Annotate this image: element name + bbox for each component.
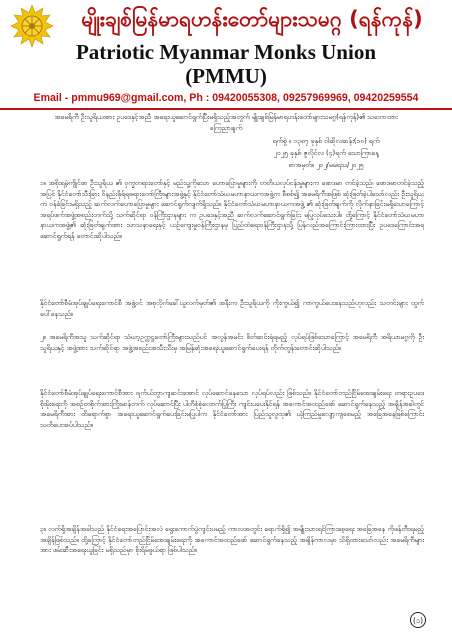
page-number: (၁) (410, 612, 426, 628)
org-name-burmese: မျိုးချစ်မြန်မာရဟန်းတော်များသမဂ္ဂ (ရန်ကုန်) (81, 7, 423, 31)
org-name-english: Patriotic Myanmar Monks Union (75, 40, 377, 64)
paragraph-5: ၃။ လက်ရှိအချိန်အခါသည် နိုင်ငံရေးအပြောင်းအလဲ ရွေးကောက်ပွဲကျင်းပမည့် ကာလအတွင်း ရောက်ရှိ၍ အမျိုးသားရင်ကြားစေ့ရေး အခြေအနေ ကိုဖန်တီးရမည့် အချိန်ဖြစ်သည်။ ထို့ကြောင့် နိုင်ငံတော်တည်ငြိမ်အေးချမ်းရေးကို အကောင်အထည်ဖော် ဆောင်ရွက်နေသည့် အချိန်ကာလမှာ သိရှိထားသော်လည်း အမေရိကီများအား ဖမ်းဆီးအရေးယူခြင်း မရှိသည်မှာ စိုးရိမ်ဖွယ်ရာ ဖြစ်ပါသည်။ (40, 525, 424, 555)
paragraph-4: နိုင်ငံတော်စီမံအုပ်ချုပ်ရေးကောင်စီအား ၀ုက်ယ်ဘွာကျဆင်းအောင် လုပ်ဆောင်နေသော လုပ်ရပ်လည်း ဖြစ်သည်။ နိုင်ငံတော်တည်ငြိမ်အေးချမ်းရေး တရားဥပဒေစိုးမိုးရေးကို အစဉ်တစိုက်အားကြိုးမာန်တက် လုပ်ဆောင်ပြီး ပါတီစုံစုံလောက်ပြုကြီး ကျင်းပပေးနိုင်ရန် အကောင်အထည်ဖော် ဆောင်ရွက်နေသည့် အချိန်အခါတွင် အမေရိကီအား ထိရောက်စွာ အရေးယူဆောင်ရွက်ပေးခြင်းမပြုပါက နိုင်ငံတော်အား ပြည်သူလူထု၏ ယုံကြည်မှုလျော့ကျစေမည့် အခြေအနေဖြစ်ကြောင်း သတိပေးအပ်ပါသည်။ (40, 389, 424, 429)
reference-number: စာအမှတ်။ ၂၀၂/မမရသ/၂၀၂၅ (288, 161, 364, 169)
paragraph-1: ၁။ အစိုးရမဲ့ကျိုင်ဖာ ဦးသူရိယ ၏ ဝှက္ခတရားတော်နှင့် မည်သူ့ကိုသော ဟောပြောမှုများကို တတိယလုပ်ငန်းမှုများက ဖောဒမာ တင်ခဲ့သည်၊ ဖောဒမာတင်ခဲ့သည့်အပြင် နိုင်ငံတော်သီးခြား ဝိနည်းဖိုရ်ရဓရားတော်ကြီးများအဖွဲ့နှင့် နိုင်ငံတော်သံဃမဟာနာယကအဖွဲ့က စီစစ်၍ အမေရိကီအဖြစ် ဆုံးဖြတ်ခဲ့ပါသော်လည်း ဦးသူရိယ က ဝန်ခံခြင်းမရှိသည့် ဆက်လက်ဟောပြောမှုများ ဆောင်ရွက်လျက်ရှိသည်။ နိုင်ငံတော်သံဃမဟာနာယကအဖွဲ့ ၏ ဆုံးဖြတ်ချက်ကို လိုက်နာခြင်းမရှိသောကြောင့် အရပ်ဖက်အဖွဲ့အစည်းတက်သို့ သက်ဆိုင်ရာ ဝန်ကြီးဌာနများ က ဥပဒေနှင့်အညီ ဆက်လက်ဆောင်ရွက်ခြင်း မပြုလုပ်သေးပါ။ ထို့ကြောင့် နိုင်ငံတော်သံဃမဟာနာယကအဖွဲ့၏ ဆုံးဖြတ်ချက်အား သာသနာရေးနှင့် ယဉ်ကျေးမှုဝန်ကြီးဌာနမှ ပြည်ထဲရေးဝန်ကြီးဌာနသို့ ပြန်လည်အကြောင်းကြားထားပြီး ဥပဒေကြောင်းအရ ဆောင်ရွက်ရန် တောင်းဆိုပါသည်။ (40, 179, 424, 240)
date-gregorian: ၂၀၂၅ ခုနှစ် ဇူလိုင်လ (၄)ရက် သောကြာနေ့ (273, 149, 379, 157)
contact-line: Email - pmmu969@gmail.com, Ph : 09420055308, 09257969969, 09420259554 (33, 92, 419, 104)
header-divider (0, 108, 452, 110)
date-burmese: ရက်စွဲ ။ ၁၃၈၇ ခုနှစ် ဝါဆိုလဆန်း(၁၀) ရက် (272, 137, 380, 145)
paragraph-3: ၂။ အမေရိကီအသူ သက်ဆိုင်ရာ သံဃာ့ဥက္ကဋ္ဌတော်ကြီးများသည်ပင် အလွန်အမင်း စိတ်ဆင်းရဲရမည့် လုပ်ရပ်ဖြစ်သောကြောင့် အမေရိကီ အရိယာမဂ္ဂကို ဦးသူရိယနှင့် အဖွဲ့အား သက်ဆိုင်ရာ အဖွဲ့အစည်းအသီးသီးမှ အမြန်ဆုံးအရေးယူဆောင်ရွက်ပေးရန် တိုက်တွန်းတောင်းဆိုပါသည်။ (40, 333, 424, 352)
statement-subject: အမေရိကီ ဦးသူရိယအား ဥပဒေနှင့်အညီ အရေးယူဆောင်ရွက်ပြီးမရှိသည့်အတွက် မျိုးချစ်မြန်မာရဟန်းတော်များသမဂ္ဂ(ရန်ကုန်)၏ သဘောထား ကြေညာချက် (54, 113, 398, 132)
paragraph-2: နိုင်ငံတော်စီမံအုပ်ချုပ်ရေးကောင်စီ အဖွဲ့ဝင် အစုလိုက်ခေါ်ယူလက်မှတ်၏ အနီးက ဦးသူရိယကို ကိုးကွယ်၍ ကာကွယ်ပေးနေသည်ဟုလည်း သတင်းများ ထွက်ပေါ်နေသည်။ (40, 299, 424, 318)
org-abbreviation: (PMMU) (185, 64, 267, 88)
